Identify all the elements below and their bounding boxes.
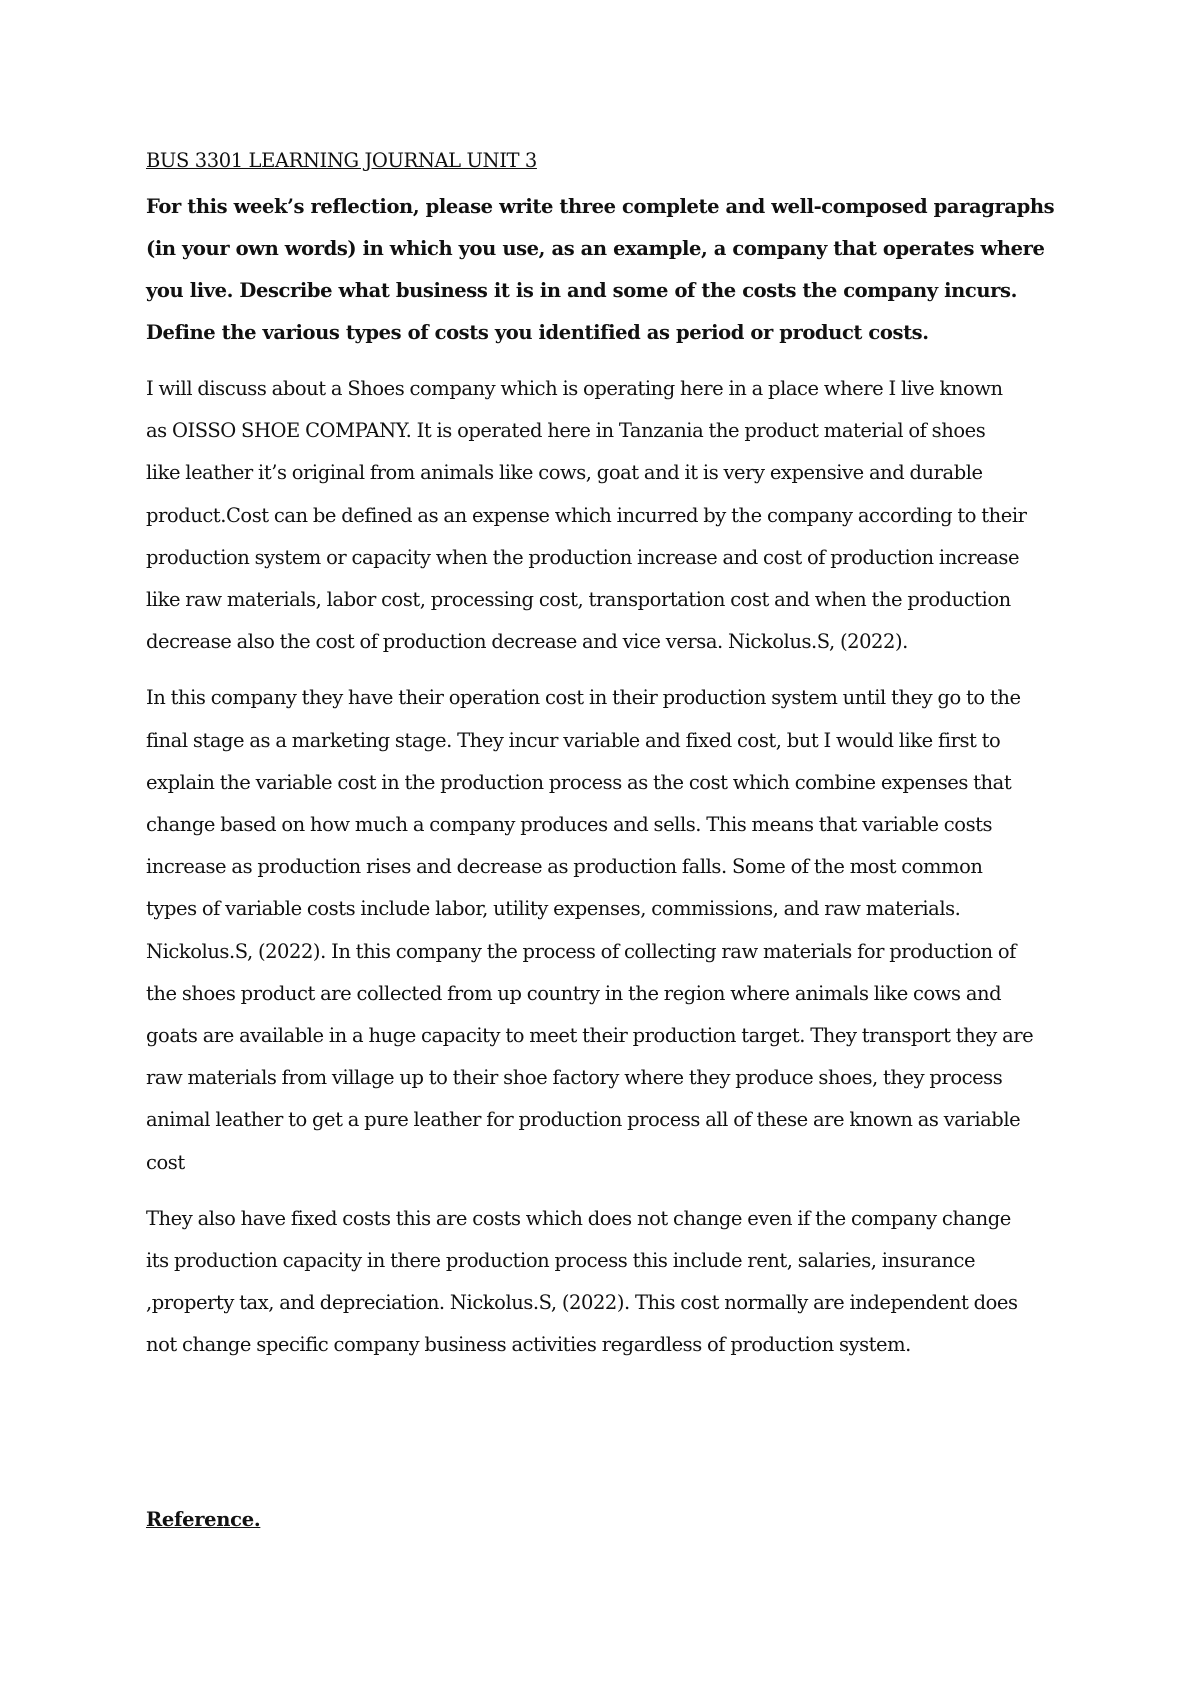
prompt-line: For this week’s reflection, please write three complete and well-composed paragraphs <box>146 195 1055 218</box>
paragraph-line: its production capacity in there production process this include rent, salaries, insurance <box>146 1249 976 1273</box>
paragraph-1 <box>146 368 1066 663</box>
reference-heading: Reference. <box>146 1508 261 1531</box>
paragraph-line: decrease also the cost of production decrease and vice versa. Nickolus.S, (2022). <box>146 630 908 654</box>
paragraph-line: raw materials from village up to their shoe factory where they produce shoes, they process <box>146 1066 1003 1090</box>
paragraph-line: change based on how much a company produces and sells. This means that variable costs <box>146 813 993 837</box>
prompt-line: (in your own words) in which you use, as an example, a company that operates where <box>146 237 1045 260</box>
paragraph-line: the shoes product are collected from up country in the region where animals like cows and <box>146 981 1002 1005</box>
paragraph-line: like raw materials, labor cost, processing cost, transportation cost and when the production <box>146 588 1011 612</box>
paragraph-line: cost <box>146 1150 185 1174</box>
paragraph-line: like leather it’s original from animals like cows, goat and it is very expensive and durable <box>146 461 983 485</box>
paragraph-line: In this company they have their operation cost in their production system until they go to the <box>146 686 1021 710</box>
prompt-line: Define the various types of costs you identified as period or product costs. <box>146 321 929 344</box>
paragraph-line: increase as production rises and decrease as production falls. Some of the most common <box>146 855 983 879</box>
prompt-line: you live. Describe what business it is in and some of the costs the company incurs. <box>146 279 1017 302</box>
paragraph-line: Nickolus.S, (2022). In this company the process of collecting raw materials for production of <box>146 939 1016 963</box>
document-body <box>146 148 1066 1381</box>
paragraph-line: ,property tax, and depreciation. Nickolus.S, (2022). This cost normally are independent does <box>146 1291 1018 1315</box>
paragraph-3 <box>146 1198 1066 1367</box>
paragraph-line: not change specific company business activities regardless of production system. <box>146 1333 911 1357</box>
paragraph-line: They also have fixed costs this are costs which does not change even if the company change <box>146 1206 1011 1230</box>
paragraph-line: goats are available in a huge capacity to meet their production target. They transport they are <box>146 1024 1034 1048</box>
paragraph-line: explain the variable cost in the production process as the cost which combine expenses that <box>146 770 1012 794</box>
assignment-prompt <box>146 186 1066 354</box>
paragraph-line: as OISSO SHOE COMPANY. It is operated here in Tanzania the product material of shoes <box>146 419 986 443</box>
paragraph-line: I will discuss about a Shoes company which is operating here in a place where I live known <box>146 377 1003 400</box>
paragraph-line: types of variable costs include labor, utility expenses, commissions, and raw materials. <box>146 897 961 921</box>
document-title: BUS 3301 LEARNING JOURNAL UNIT 3 <box>146 149 537 172</box>
paragraph-line: product.Cost can be defined as an expense which incurred by the company according to their <box>146 503 1027 527</box>
paragraph-2 <box>146 677 1066 1183</box>
paragraph-line: final stage as a marketing stage. They incur variable and fixed cost, but I would like first to <box>146 728 1001 752</box>
paragraph-line: production system or capacity when the production increase and cost of production increase <box>146 545 1020 569</box>
paragraph-line: animal leather to get a pure leather for production process all of these are known as variable <box>146 1108 1021 1132</box>
